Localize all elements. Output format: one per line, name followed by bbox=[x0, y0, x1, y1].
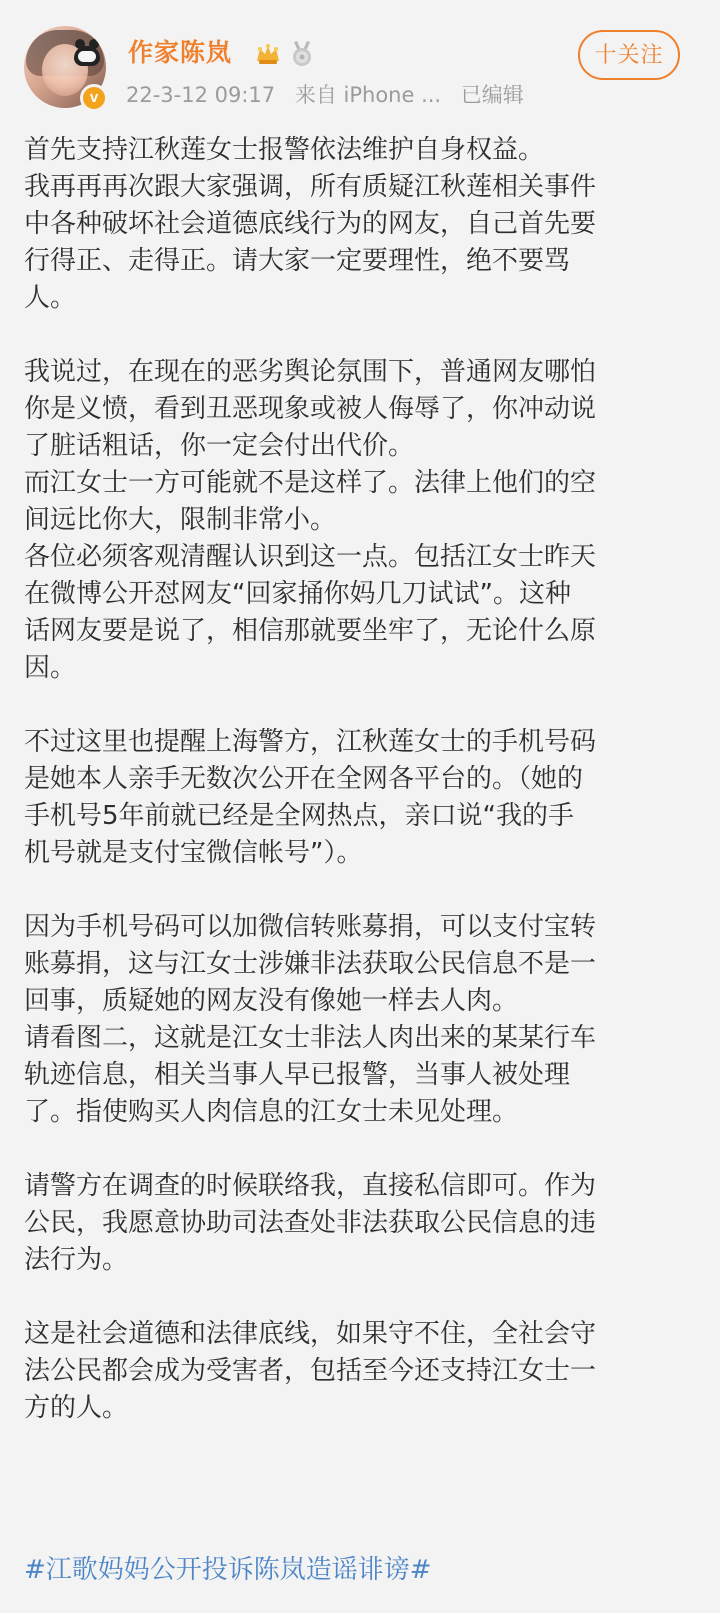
post-paragraph bbox=[24, 132, 700, 317]
post-source: 来自 iPhone ... bbox=[294, 83, 442, 107]
post-paragraph bbox=[24, 909, 700, 1131]
post-line: 因。 bbox=[24, 653, 77, 683]
post-line: 而江女士一方可能就不是这样了。法律上他们的空 bbox=[24, 468, 597, 498]
post-line: 间远比你大，限制非常小。 bbox=[24, 505, 337, 535]
post-line: 了。指使购买人肉信息的江女士未见处理。 bbox=[24, 1097, 519, 1127]
post-line: 法行为。 bbox=[24, 1245, 129, 1275]
post-line: 我再再再次跟大家强调，所有质疑江秋莲相关事件 bbox=[24, 172, 597, 202]
crown-icon bbox=[254, 42, 282, 66]
post-line: 各位必须客观清醒认识到这一点。包括江女士昨天 bbox=[24, 542, 597, 572]
verified-badge: v bbox=[80, 84, 108, 112]
post-meta bbox=[126, 81, 537, 109]
post-line: 这是社会道德和法律底线，如果守不住，全社会守 bbox=[24, 1319, 597, 1349]
post-line: 方的人。 bbox=[24, 1393, 129, 1423]
post-line: 在微博公开怼网友“回家捅你妈几刀试试”。这种 bbox=[24, 579, 571, 609]
follow-button[interactable]: 十关注 bbox=[578, 30, 680, 80]
post-line: 了脏话粗话，你一定会付出代价。 bbox=[24, 431, 415, 461]
post-line: 行得正、走得正。请大家一定要理性，绝不要骂 bbox=[24, 246, 571, 276]
post-line: 中各种破坏社会道德底线行为的网友，自己首先要 bbox=[24, 209, 597, 239]
post-line: 不过这里也提醒上海警方，江秋莲女士的手机号码 bbox=[24, 727, 597, 757]
post-paragraph bbox=[24, 354, 700, 687]
edited-label: 已编辑 bbox=[460, 83, 524, 107]
post-body bbox=[24, 132, 700, 1427]
post-line: 是她本人亲手无数次公开在全网各平台的。（她的 bbox=[24, 764, 584, 794]
post-line: 因为手机号码可以加微信转账募捐，可以支付宝转 bbox=[24, 912, 597, 942]
post-line: 首先支持江秋莲女士报警依法维护自身权益。 bbox=[24, 135, 545, 165]
topic-hashtag-link[interactable]: #江歌妈妈公开投诉陈岚造谣诽谤# bbox=[24, 1555, 432, 1585]
post-paragraph bbox=[24, 1168, 700, 1279]
medal-icon bbox=[291, 40, 313, 68]
panda-ear-icon bbox=[74, 46, 100, 66]
post-line: 人。 bbox=[24, 283, 77, 313]
post-line: 账募捐，这与江女士涉嫌非法获取公民信息不是一 bbox=[24, 949, 597, 979]
post-line: 手机号5年前就已经是全网热点，亲口说“我的手 bbox=[24, 801, 575, 831]
post-line: 机号就是支付宝微信帐号”）。 bbox=[24, 838, 363, 868]
post-line: 话网友要是说了，相信那就要坐牢了，无论什么原 bbox=[24, 616, 597, 646]
post-line: 请看图二，这就是江女士非法人肉出来的某某行车 bbox=[24, 1023, 597, 1053]
post-paragraph bbox=[24, 724, 700, 872]
panda-face-icon bbox=[78, 51, 96, 62]
post-line: 法公民都会成为受害者，包括至今还支持江女士一 bbox=[24, 1356, 597, 1386]
post-header bbox=[0, 0, 720, 122]
post-line: 轨迹信息，相关当事人早已报警，当事人被处理 bbox=[24, 1060, 571, 1090]
post-line: 回事，质疑她的网友没有像她一样去人肉。 bbox=[24, 986, 519, 1016]
post-line: 你是义愤，看到丑恶现象或被人侮辱了，你冲动说 bbox=[24, 394, 597, 424]
post-paragraph bbox=[24, 1316, 700, 1427]
post-line: 公民，我愿意协助司法查处非法获取公民信息的违 bbox=[24, 1208, 597, 1238]
post-line: 请警方在调查的时候联络我，直接私信即可。作为 bbox=[24, 1171, 597, 1201]
post-time: 22-3-12 09:17 bbox=[126, 83, 276, 107]
post-line: 我说过，在现在的恶劣舆论氛围下，普通网友哪怕 bbox=[24, 357, 597, 387]
author-name[interactable]: 作家陈岚 bbox=[128, 38, 233, 67]
